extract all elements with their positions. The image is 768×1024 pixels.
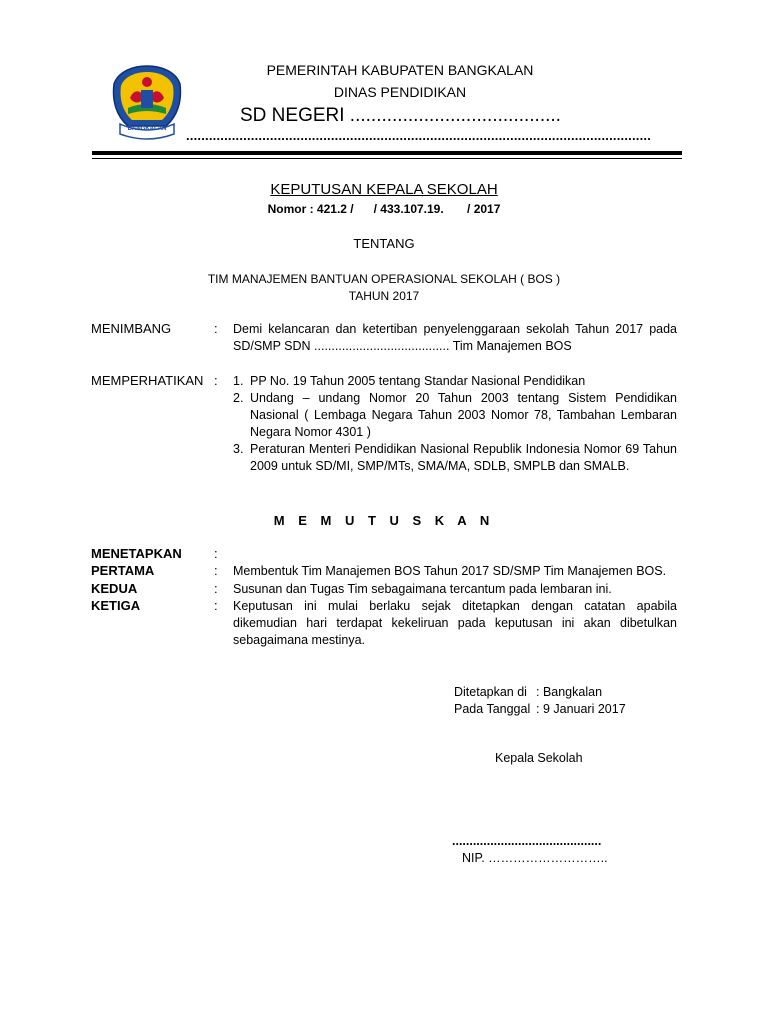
item-number: 1. (233, 374, 244, 388)
menimbang-colon: : (214, 321, 218, 336)
decision-label-menetapkan: MENETAPKAN (91, 546, 182, 561)
decision-label-pertama: PERTAMA (91, 563, 155, 578)
place-value: : Bangkalan (536, 685, 603, 699)
decision-colon: : (214, 598, 218, 613)
list-item: Peraturan Menteri Pendidikan Nasional Republik Indonesia Nomor 69 Tahun 2009 untuk SD/MI, SMP/MTs, SMA/MA, SDLB, SMPLB dan SMALB. (250, 442, 677, 473)
government-name: PEMERINTAH KABUPATEN BANGKALAN (266, 62, 534, 78)
decision-heading: M E M U T U S K A N (273, 513, 495, 528)
list-item: Undang – undang Nomor 20 Tahun 2003 tentang Sistem Pendidikan Nasional ( Lembaga Negara Tahun 2003 Nomor 78, Tambahan Lembaran Negara Nomor 4301 ) (250, 391, 677, 439)
memperhatikan-colon: : (214, 373, 218, 388)
decision-text-pertama: Membentuk Tim Manajemen BOS Tahun 2017 SD/SMP Tim Manajemen BOS. (233, 564, 667, 578)
item-number: 3. (233, 442, 244, 456)
decision-colon: : (214, 563, 218, 578)
decision-label-kedua: KEDUA (91, 581, 138, 596)
about-heading: TENTANG (353, 236, 415, 251)
letterhead-rule-thin (92, 158, 682, 159)
emblem-caption: BANGKALAN (127, 126, 167, 132)
menimbang-text: Demi kelancaran dan ketertiban penyelenggaraan sekolah Tahun 2017 pada SD/SMP SDN ....................................... Tim Manajemen BOS (233, 322, 677, 353)
decision-text-kedua: Susunan dan Tugas Tim sebagaimana tercantum pada lembaran ini. (233, 582, 612, 596)
memperhatikan-label: MEMPERHATIKAN (91, 373, 204, 388)
date-label: Pada Tanggal (454, 702, 531, 716)
signer-nip: NIP. ……………………….. (462, 851, 608, 865)
signer-name-line: ........................................... (452, 834, 602, 848)
date-value: : 9 Januari 2017 (536, 702, 626, 716)
regency-emblem (110, 64, 184, 142)
list-item: PP No. 19 Tahun 2005 tentang Standar Nasional Pendidikan (250, 374, 586, 388)
department-name: DINAS PENDIDIKAN (333, 84, 467, 100)
place-label: Ditetapkan di (454, 685, 527, 699)
document-number: Nomor : 421.2 / / 433.107.19. / 2017 (267, 202, 501, 216)
letterhead-rule-thick (92, 151, 682, 155)
subject-line-1: TIM MANAJEMEN BANTUAN OPERASIONAL SEKOLAH ( BOS ) (207, 272, 561, 286)
decision-label-ketiga: KETIGA (91, 598, 141, 613)
document-title: KEPUTUSAN KEPALA SEKOLAH (270, 181, 498, 198)
signer-position: Kepala Sekolah (495, 751, 583, 765)
subject-line-2: TAHUN 2017 (348, 289, 420, 303)
decision-text-ketiga: Keputusan ini mulai berlaku sejak ditetapkan dengan catatan apabila dikemudian hari terdapat kekeliruan pada keputusan ini akan dibetulkan sebagaimana mestinya. (233, 599, 677, 647)
decision-colon: : (214, 581, 218, 596)
decision-colon: : (214, 546, 218, 561)
school-name: SD NEGERI ........................................ (240, 105, 561, 126)
item-number: 2. (233, 391, 244, 405)
address-line: .......................................................................................................................... (186, 128, 652, 143)
menimbang-label: MENIMBANG (91, 321, 172, 336)
